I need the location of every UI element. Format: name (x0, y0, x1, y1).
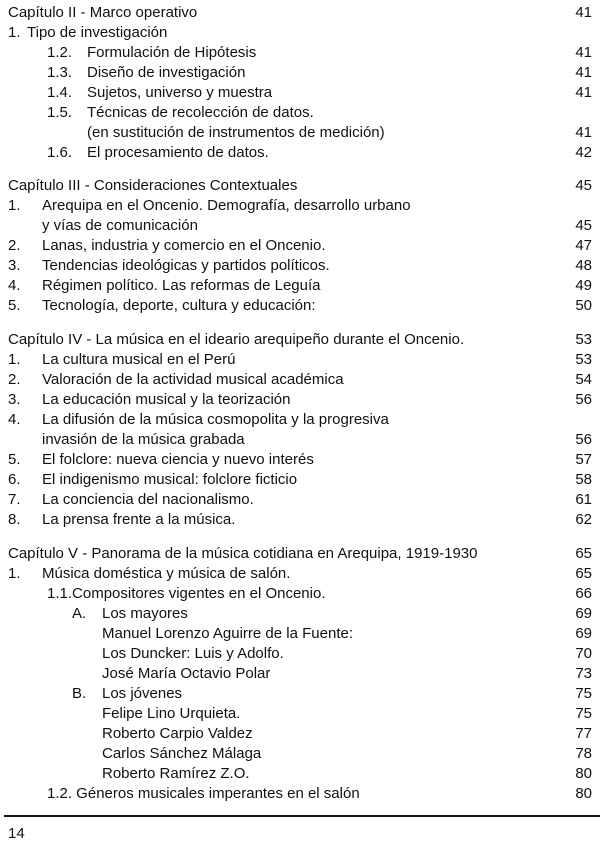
entry-text: 1.2. Géneros musicales imperantes en el salón (47, 785, 360, 802)
page-ref: 77 (575, 725, 592, 742)
page-ref: 57 (575, 451, 592, 468)
entry-text: Los jóvenes (102, 685, 183, 702)
entry-number: 2. (8, 371, 21, 388)
toc-entry (0, 350, 600, 370)
entry-number: 3. (8, 391, 21, 408)
toc-entry (0, 370, 600, 390)
toc-entry (0, 450, 600, 470)
entry-text: Tipo de investigación (27, 24, 168, 41)
entry-text: Sujetos, universo y muestra (87, 84, 273, 101)
entry-number: 1.5. (47, 104, 73, 121)
entry-text: Carlos Sánchez Málaga (102, 745, 262, 762)
entry-text: Música doméstica y música de salón. (42, 565, 291, 582)
page-ref: 73 (575, 665, 592, 682)
toc-entry (0, 196, 600, 216)
toc-entry (0, 470, 600, 490)
entry-number: 7. (8, 491, 21, 508)
toc-entry (0, 430, 600, 450)
toc-entry (0, 296, 600, 316)
page-ref: 69 (575, 605, 592, 622)
toc-entry (0, 744, 600, 764)
entry-text: Manuel Lorenzo Aguirre de la Fuente: (102, 625, 353, 642)
toc-entry (0, 103, 600, 123)
page-ref: 70 (575, 645, 592, 662)
entry-number: 2. (8, 237, 21, 254)
entry-text: El folclore: nueva ciencia y nuevo interés (42, 451, 314, 468)
toc-entry (0, 123, 600, 143)
entry-number: 1.6. (47, 144, 73, 161)
entry-text: Tecnología, deporte, cultura y educación: (42, 297, 316, 314)
entry-text: La prensa frente a la música. (42, 511, 236, 528)
entry-text: Felipe Lino Urquieta. (102, 705, 241, 722)
chapter-title: Capítulo V - Panorama de la música cotidiana en Arequipa, 1919-1930 (8, 545, 478, 562)
page-ref: 42 (575, 144, 592, 161)
entry-text: El indigenismo musical: folclore ficticio (42, 471, 298, 488)
entry-number: 1. (8, 565, 21, 582)
entry-number: 4. (8, 411, 21, 428)
page-ref: 47 (575, 237, 592, 254)
page-ref: 75 (575, 705, 592, 722)
entry-number: B. (72, 685, 87, 702)
entry-text: y vías de comunicación (42, 217, 198, 234)
toc-entry (0, 604, 600, 624)
entry-number: 6. (8, 471, 21, 488)
page-ref: 65 (575, 565, 592, 582)
entry-number: A. (72, 605, 87, 622)
entry-text: El procesamiento de datos. (87, 144, 269, 161)
page-ref: 45 (575, 177, 592, 194)
page-ref: 65 (575, 545, 592, 562)
toc-entry (0, 63, 600, 83)
toc-entry (0, 490, 600, 510)
page-ref: 50 (575, 297, 592, 314)
page-ref: 75 (575, 685, 592, 702)
page-ref: 80 (575, 765, 592, 782)
toc-entry (0, 764, 600, 784)
toc-entry (0, 256, 600, 276)
page-ref: 80 (575, 785, 592, 802)
toc-entry (0, 624, 600, 644)
toc-entry (0, 564, 600, 584)
chapter-title: Capítulo IV - La música en el ideario arequipeño durante el Oncenio. (8, 331, 465, 348)
toc-entry (0, 23, 600, 43)
page-ref: 58 (575, 471, 592, 488)
toc-entry (0, 276, 600, 296)
entry-number: 1. (8, 24, 21, 41)
entry-text: invasión de la música grabada (42, 431, 245, 448)
toc-entry (0, 510, 600, 530)
footer-divider (4, 815, 600, 817)
entry-number: 5. (8, 451, 21, 468)
toc-entry (0, 390, 600, 410)
entry-number: 8. (8, 511, 21, 528)
page-ref: 41 (575, 44, 592, 61)
page-ref: 49 (575, 277, 592, 294)
entry-number: 1.2. (47, 44, 73, 61)
page-ref: 78 (575, 745, 592, 762)
entry-text: La cultura musical en el Perú (42, 351, 236, 368)
toc-entry (0, 584, 600, 604)
entry-text: Formulación de Hipótesis (87, 44, 257, 61)
entry-number: 3. (8, 257, 21, 274)
page-number: 14 (8, 825, 25, 842)
entry-number: 4. (8, 277, 21, 294)
toc-entry (0, 83, 600, 103)
entry-text: José María Octavio Polar (102, 665, 271, 682)
entry-text: La conciencia del nacionalismo. (42, 491, 254, 508)
toc-entry (0, 143, 600, 163)
entry-text: Tendencias ideológicas y partidos políticos. (42, 257, 330, 274)
entry-text: Lanas, industria y comercio en el Oncenio. (42, 237, 326, 254)
entry-text: Arequipa en el Oncenio. Demografía, desarrollo urbano (42, 197, 411, 214)
page-ref: 53 (575, 351, 592, 368)
toc-entry (0, 684, 600, 704)
page-ref: 56 (575, 391, 592, 408)
chapter-heading (0, 176, 600, 196)
page-ref: 66 (575, 585, 592, 602)
entry-text: Roberto Ramírez Z.O. (102, 765, 250, 782)
entry-number: 1. (8, 351, 21, 368)
entry-text: Los Duncker: Luis y Adolfo. (102, 645, 284, 662)
entry-text: Régimen político. Las reformas de Leguía (42, 277, 321, 294)
entry-number: 1.3. (47, 64, 73, 81)
chapter-title: Capítulo II - Marco operativo (8, 4, 198, 21)
toc-entry (0, 236, 600, 256)
page-ref: 62 (575, 511, 592, 528)
entry-text: Diseño de investigación (87, 64, 246, 81)
toc-entry (0, 216, 600, 236)
entry-text: Técnicas de recolección de datos. (87, 104, 314, 121)
entry-text: (en sustitución de instrumentos de medición) (87, 124, 385, 141)
chapter-heading (0, 3, 600, 23)
page-ref: 69 (575, 625, 592, 642)
entry-text: La educación musical y la teorización (42, 391, 291, 408)
page-ref: 41 (575, 64, 592, 81)
page-ref: 53 (575, 331, 592, 348)
page-ref: 61 (575, 491, 592, 508)
toc-entry (0, 724, 600, 744)
entry-text: Los mayores (102, 605, 188, 622)
page-ref: 41 (575, 124, 592, 141)
toc-entry (0, 704, 600, 724)
page-ref: 41 (575, 4, 592, 21)
entry-text: 1.1.Compositores vigentes en el Oncenio. (47, 585, 326, 602)
chapter-heading (0, 544, 600, 564)
page-ref: 48 (575, 257, 592, 274)
page-ref: 56 (575, 431, 592, 448)
toc-entry (0, 644, 600, 664)
entry-number: 1.4. (47, 84, 73, 101)
chapter-title: Capítulo III - Consideraciones Contextuales (8, 177, 298, 194)
page-ref: 45 (575, 217, 592, 234)
entry-number: 5. (8, 297, 21, 314)
entry-text: La difusión de la música cosmopolita y la progresiva (42, 411, 389, 428)
entry-text: Roberto Carpio Valdez (102, 725, 253, 742)
entry-number: 1. (8, 197, 21, 214)
entry-text: Valoración de la actividad musical académica (42, 371, 344, 388)
page-ref: 41 (575, 84, 592, 101)
toc-entry (0, 784, 600, 804)
toc-entry (0, 410, 600, 430)
chapter-heading (0, 330, 600, 350)
toc-entry (0, 664, 600, 684)
page-ref: 54 (575, 371, 592, 388)
toc-entry (0, 43, 600, 63)
